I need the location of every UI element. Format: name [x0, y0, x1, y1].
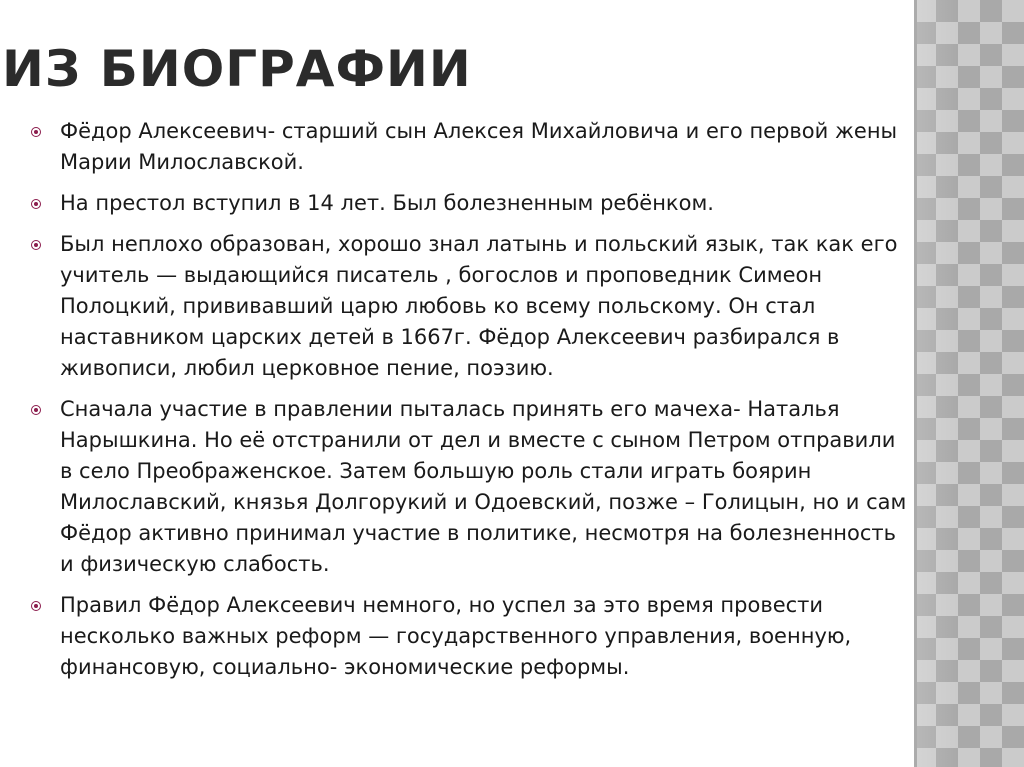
- bullet-list: [30, 116, 910, 693]
- bullet-text: Сначала участие в правлении пыталась принять его мачеха- Наталья Нарышкина. Но её отстранили от дел и вместе с сыном Петром отправили в село Преображенское. Затем большую роль стали играть боярин Милославский, князья Долгорукий и Одоевский, позже – Голицын, но и сам Фёдор активно принимал участие в политике, несмотря на болезненность и физическую слабость.: [60, 397, 907, 576]
- bullet-text: Фёдор Алексеевич- старший сын Алексея Михайловича и его первой жены Марии Милославской.: [60, 119, 898, 174]
- bullet-text: Был неплохо образован, хорошо знал латынь и польский язык, так как его учитель — выдающийся писатель , богослов и проповедник Симеон Полоцкий, прививавший царю любовь ко всему польскому. Он стал наставником царских детей в 1667г. Фёдор Алексеевич разбирался в живописи, любил церковное пение, поэзию.: [60, 232, 898, 380]
- circle-bullet-icon: [31, 199, 41, 209]
- bullet-item: [30, 394, 910, 580]
- circle-bullet-icon: [31, 405, 41, 415]
- circle-bullet-icon: [31, 601, 41, 611]
- bullet-text: На престол вступил в 14 лет. Был болезненным ребёнком.: [60, 191, 714, 215]
- bullet-text: Правил Фёдор Алексеевич немного, но успел за это время провести несколько важных реформ — государственного управления, военную, финансовую, социально- экономические реформы.: [60, 593, 852, 679]
- bullet-item: [30, 116, 910, 178]
- slide-title: ИЗ БИОГРАФИИ: [2, 40, 472, 98]
- bullet-item: [30, 229, 910, 384]
- side-band-highlight: [914, 0, 1024, 767]
- circle-bullet-icon: [31, 240, 41, 250]
- decorative-side-band: [914, 0, 1024, 767]
- bullet-item: [30, 188, 910, 219]
- bullet-item: [30, 590, 910, 683]
- circle-bullet-icon: [31, 127, 41, 137]
